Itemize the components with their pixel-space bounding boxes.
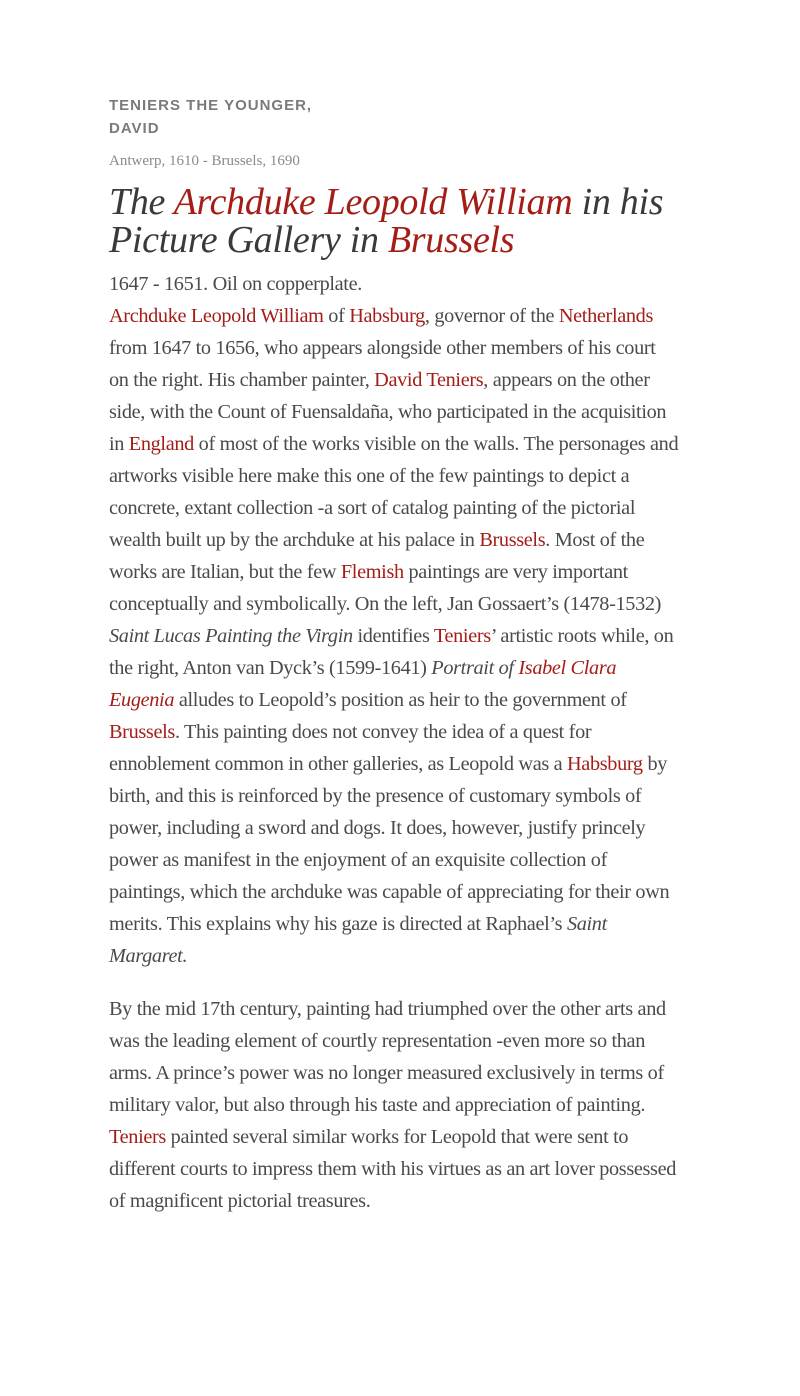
link-archduke-leopold-william[interactable]: Archduke Leopold William [109,305,324,327]
text: identifies [352,625,434,647]
link-david-teniers[interactable]: David Teniers [374,369,484,391]
artwork-reference-saint-margaret: Saint Margaret [109,913,607,967]
description-paragraph-1 [109,268,679,972]
link-brussels[interactable]: Brussels [109,721,175,743]
title-text: in his Picture Gallery in [109,181,664,261]
text: of most of the works visible on the walls. The personages and artworks visible here make this one of the few paintings to depict a concrete, extant collection -a sort of catalog painting of the pictorial wealth built up by the archduke at his palace in [109,433,679,551]
description-paragraph-2 [109,993,679,1217]
artist-name-line1: TENIERS THE YOUNGER, [109,97,313,114]
text: . Most of the works are Italian, but the few [109,529,645,583]
text: from 1647 to 1656, who appears alongside other members of his court on the right. His chamber painter, [109,337,656,391]
text: By the mid 17th century, painting had triumphed over the other arts and was the leading element of courtly representation -even more so than arms. A prince’s power was no longer measured exclusively in terms of military valor, but also through his taste and appreciation of painting. [109,998,666,1116]
link-brussels[interactable]: Brussels [479,529,546,551]
artist-name-line2: DAVID [109,120,160,137]
link-habsburg[interactable]: Habsburg [567,753,643,775]
link-teniers[interactable]: Teniers [433,625,491,647]
text: by birth, and this is reinforced by the presence of customary symbols of power, including a sword and dogs. It does, however, justify princely power as manifest in the enjoyment of an exquisite collection of paintings, which the archduke was capable of appreciating for their own merits. This explains why his gaze is directed at Raphael’s [109,753,670,935]
title-link-archduke[interactable]: Archduke Leopold William [173,181,573,223]
artwork-title [109,183,679,259]
artwork-reference-saint-lucas: Saint Lucas Painting the Virgin [109,625,353,647]
artist-dates: Antwerp, 1610 - Brussels, 1690 [109,153,300,169]
artwork-reference-portrait: Portrait of [431,657,519,679]
link-england[interactable]: England [128,433,194,455]
text: painted several similar works for Leopold that were sent to different courts to impress them with his virtues as an art lover possessed of magnificent pictorial treasures. [109,1126,677,1212]
description [109,268,679,1217]
link-netherlands[interactable]: Netherlands [558,305,653,327]
artwork-card [109,94,679,1217]
text: , governor of the [424,305,559,327]
text: ’ artistic roots while, on the right, Anton van Dyck’s (1599-1641) [109,625,674,679]
text: paintings are very important conceptually and symbolically. On the left, Jan Gossaert’s (1478-1532) [109,561,662,615]
link-isabel-clara-eugenia[interactable]: Isabel Clara Eugenia [109,657,617,711]
text: of [323,305,350,327]
link-flemish[interactable]: Flemish [340,561,404,583]
text: alludes to Leopold’s position as heir to the government of [174,689,627,711]
link-habsburg[interactable]: Habsburg [349,305,425,327]
title-text: The [109,181,174,223]
title-link-brussels[interactable]: Brussels [387,219,515,261]
text: . [182,945,188,967]
text: . This painting does not convey the idea of a quest for ennoblement common in other galleries, as Leopold was a [109,721,592,775]
text: , appears on the other side, with the Count of Fuensaldaña, who participated in the acquisition in [109,369,667,455]
medium-line: 1647 - 1651. Oil on copperplate. [109,273,362,295]
link-teniers[interactable]: Teniers [109,1126,166,1148]
artist-name [109,94,679,140]
